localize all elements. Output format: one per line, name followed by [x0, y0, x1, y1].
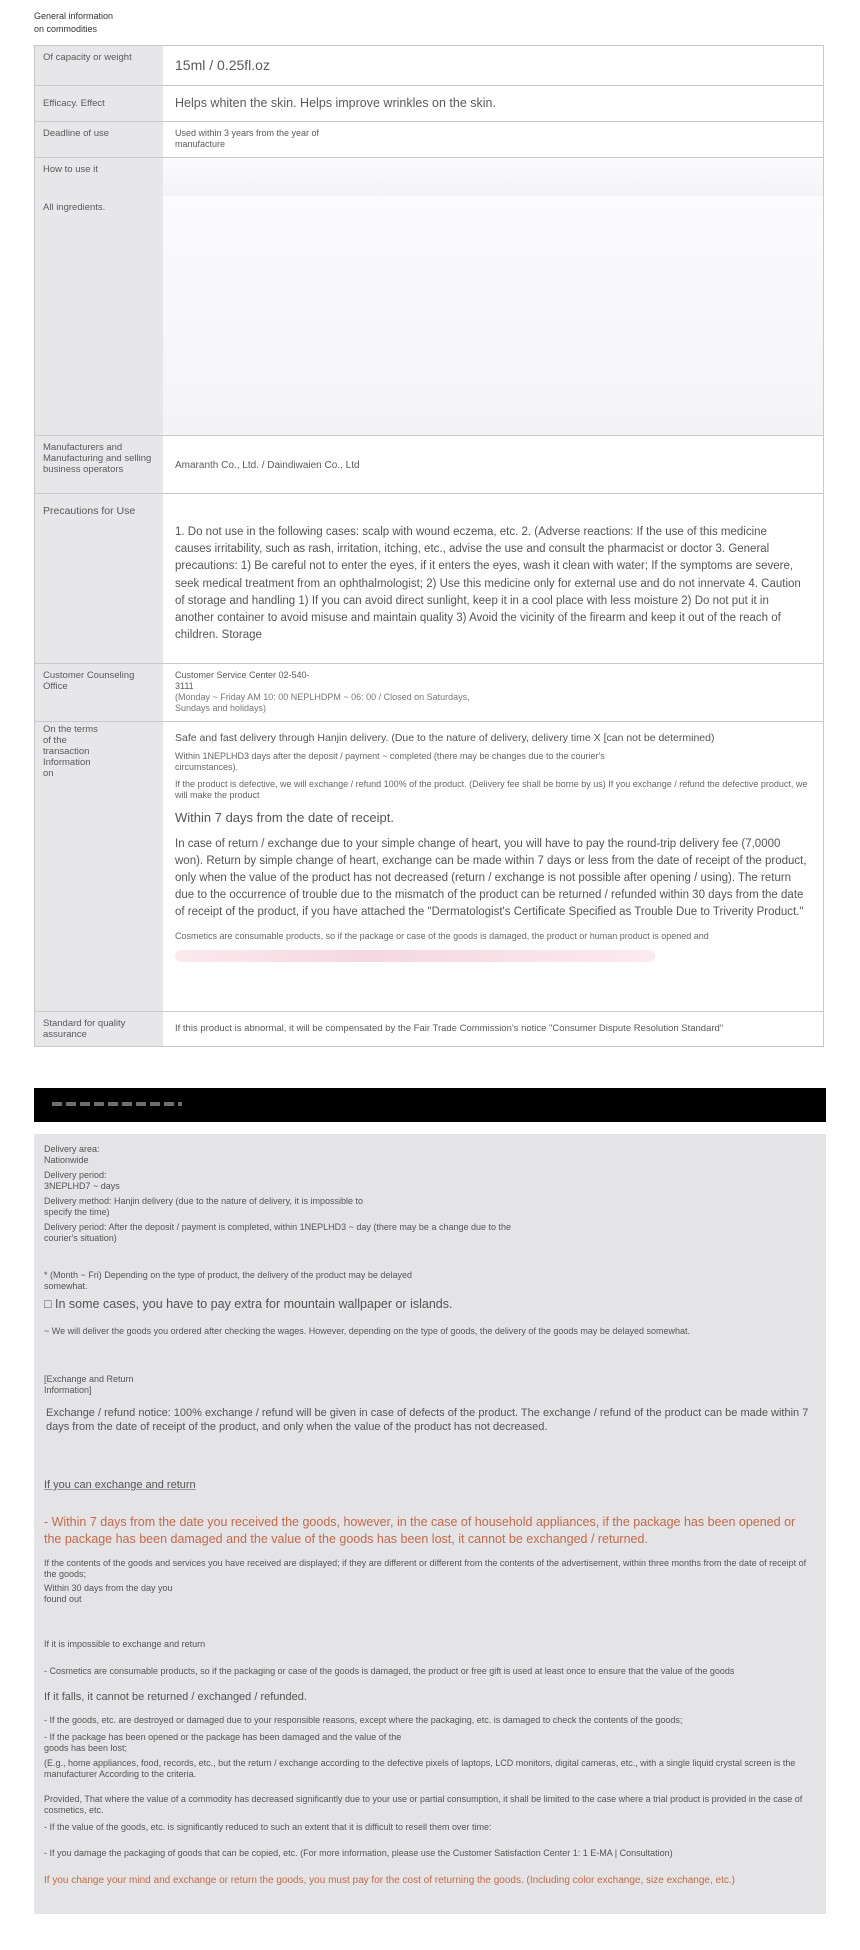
deadline-label: Deadline of use	[35, 122, 163, 157]
if-can-exchange: If you can exchange and return	[44, 1479, 196, 1491]
blurred-heading	[52, 1102, 182, 1106]
change-mind-note: If you change your mind and exchange or return the goods, you must pay for the cost of returning the goods. (Including color exchange, size exchange, etc.)	[44, 1875, 735, 1886]
ingredients-value-area	[163, 196, 823, 435]
delivery-area-value: Nationwide	[44, 1155, 89, 1165]
terms-6: Cosmetics are consumable products, so if the package or case of the goods is damaged, the product or human product is opened and	[175, 931, 709, 941]
within-30-days-note: Within 30 days from the day you found out	[44, 1583, 173, 1604]
delivery-period-value: 3NEPLHD7 ~ days	[44, 1181, 120, 1191]
terms-label	[35, 722, 163, 1011]
exchange-heading: [Exchange and Return Information]	[44, 1374, 134, 1395]
provided-note: Provided, That where the value of a commodity has decreased significantly due to your use or partial consumption, it shall be limited to the case where a trial product is provided in the case of cosmetics, etc.	[44, 1794, 803, 1815]
manufacturer-label	[35, 436, 163, 493]
delivery-method: Delivery method: Hanjin delivery (due to the nature of delivery, it is impossible to specify the time)	[44, 1196, 363, 1217]
how-label: How to use it	[35, 158, 163, 196]
row-capacity	[35, 46, 823, 86]
manufacturer-label-2: Manufacturing and selling business operators	[43, 453, 152, 475]
customer-label: Customer Counseling Office	[35, 664, 163, 721]
delivery-notice-panel	[34, 1134, 826, 1914]
terms-4: Within 7 days from the date of receipt.	[175, 810, 394, 825]
delivery-period-detail: Delivery period: After the deposit / payment is completed, within 1NEPLHD3 ~ day (there may be a change due to the courier's situation)	[44, 1222, 512, 1243]
terms-blurred-line	[175, 950, 655, 962]
page-title: General information on commodities	[34, 11, 114, 34]
contents-different-note: If the contents of the goods and services you have received are displayed; if they are different or different from the contents of the advertisement, within three months from the date of receipt of the goods;	[44, 1558, 807, 1579]
deadline-value: Used within 3 years from the year of manufacture	[175, 128, 320, 149]
customer-line-2: (Monday ~ Friday AM 10: 00 NEPLHDPM ~ 06: 00 / Closed on Saturdays, Sundays and holidays)	[175, 692, 470, 713]
row-how-to-use	[35, 158, 823, 196]
terms-2: Within 1NEPLHD3 days after the deposit / payment ~ completed (there may be changes due to the courier's circumstances).	[175, 751, 605, 772]
row-precautions	[35, 494, 823, 664]
row-deadline	[35, 122, 823, 158]
if-impossible-heading: If it is impossible to exchange and return	[44, 1639, 206, 1649]
row-quality	[35, 1012, 823, 1046]
efficacy-value: Helps whiten the skin. Helps improve wrinkles on the skin.	[175, 96, 496, 110]
row-manufacturer	[35, 436, 823, 494]
quality-value: If this product is abnormal, it will be compensated by the Fair Trade Commission's notice "Consumer Dispute Resolution Standard"	[175, 1023, 724, 1034]
copied-note: - If you damage the packaging of goods that can be copied, etc. (For more information, please use the Customer Satisfaction Center 1: 1 E-MA | Consultation)	[44, 1848, 673, 1858]
row-customer	[35, 664, 823, 722]
terms-3: If the product is defective, we will exchange / refund 100% of the product. (Delivery fee shall be borne by us) If you exchange / refund the defective product, we will make the product	[175, 779, 808, 800]
manufacturer-label-1: Manufacturers and	[43, 442, 123, 453]
deliver-goods-note: ~ We will deliver the goods you ordered after checking the wages. However, depending on the type of goods, the delivery of the goods may be delayed somewhat.	[44, 1326, 690, 1336]
terms-value	[163, 722, 823, 1011]
delivery-period-label: Delivery period:	[44, 1170, 107, 1180]
terms-5: In case of return / exchange due to your simple change of heart, you will have to pay the round-trip delivery fee (7,0000 won). Return by simple change of heart, exchange can be made within 7 days or less from the date of receipt of the product, only when the value of the product has not decreased (return / exchange is not possible after opening / using). The return due to the occurrence of trouble due to the mismatch of the product can be returned / refunded within 30 days from the date of receipt of the product, if you have attached the "Dermatologist's Certificate Specified as Trouble Due to Triverity Product."	[175, 838, 807, 918]
terms-label-1: On the terms of the transaction	[43, 724, 98, 757]
spec-table	[34, 45, 824, 1047]
manufacturer-value: Amaranth Co., Ltd. / Daindiwaien Co., Ltd	[175, 460, 360, 471]
precautions-value: 1. Do not use in the following cases: scalp with wound eczema, etc. 2. (Adverse reactions: If the use of this medicine causes irritability, such as rash, irritation, itching, etc., advise the use and consult the pharmacist or doctor 3. General precautions: 1) Be careful not to enter the eyes, if it enters the eyes, wash it clean with water; If the symptoms are severe, seek medical treatment from an ophthalmologist; 2) Use this medicine only for external use and do not innervate 4. Caution of storage and handling 1) If you can avoid direct sunlight, keep it in a cool place with less moisture 2) Do not put it in another container to avoid misuse and maintain quality 3) Avoid the vicinity of the firearm and keep it out of the reach of children. Storage	[175, 526, 801, 642]
precautions-label: Precautions for Use	[35, 494, 163, 663]
cosmetics-note: - Cosmetics are consumable products, so if the packaging or case of the goods is damaged, the product or free gift is used at least once to ensure that the value of the goods	[44, 1666, 735, 1676]
customer-line-1: Customer Service Center 02-540-3111	[175, 670, 310, 691]
ingredients-label: All ingredients.	[35, 196, 163, 435]
destroyed-note: - If the goods, etc. are destroyed or damaged due to your responsible reasons, except where the packaging, etc. is damaged to check the contents of the goods;	[44, 1715, 683, 1725]
exchange-refund-notice: Exchange / refund notice: 100% exchange / refund will be given in case of defects of the product. The exchange / refund of the product can be made within 7 days from the date of receipt of the product, and only when the value of the product has not decreased.	[46, 1407, 809, 1433]
section-header-band	[34, 1088, 826, 1122]
capacity-value: 15ml / 0.25fl.oz	[175, 57, 270, 73]
within-7-days-warning: - Within 7 days from the date you received the goods, however, in the case of household appliances, if the package has been opened or the package has been damaged and the value of the goods has been lost, it cannot be exchanged / returned.	[44, 1515, 796, 1546]
delivery-area-label: Delivery area:	[44, 1144, 100, 1154]
customer-value	[163, 664, 823, 721]
terms-label-2: Information on	[43, 757, 91, 779]
how-value-area	[163, 158, 823, 196]
resell-note: - If the value of the goods, etc. is significantly reduced to such an extent that it is difficult to resell them over time:	[44, 1822, 492, 1832]
row-terms	[35, 722, 823, 1012]
row-efficacy	[35, 86, 823, 122]
capacity-label: Of capacity or weight	[35, 46, 163, 85]
delivery-delay-note: * (Month ~ Fri) Depending on the type of product, the delivery of the product may be delayed somewhat.	[44, 1270, 412, 1291]
efficacy-label: Efficacy. Effect	[35, 86, 163, 121]
quality-label: Standard for quality assurance	[35, 1012, 163, 1046]
row-ingredients	[35, 196, 823, 436]
example-note: (E.g., home appliances, food, records, etc., but the return / exchange according to the defective pixels of laptops, LCD monitors, digital cameras, etc., with a single liquid crystal screen is the manufacturer According to the criteria.	[44, 1758, 796, 1779]
if-falls-note: If it falls, it cannot be returned / exchanged / refunded.	[44, 1691, 307, 1703]
mountain-islands-note: □ In some cases, you have to pay extra for mountain wallpaper or islands.	[44, 1297, 453, 1311]
opened-note: - If the package has been opened or the package has been damaged and the value of the goods has been lost;	[44, 1732, 402, 1753]
terms-1: Safe and fast delivery through Hanjin delivery. (Due to the nature of delivery, delivery time X [can not be determined)	[175, 732, 715, 744]
